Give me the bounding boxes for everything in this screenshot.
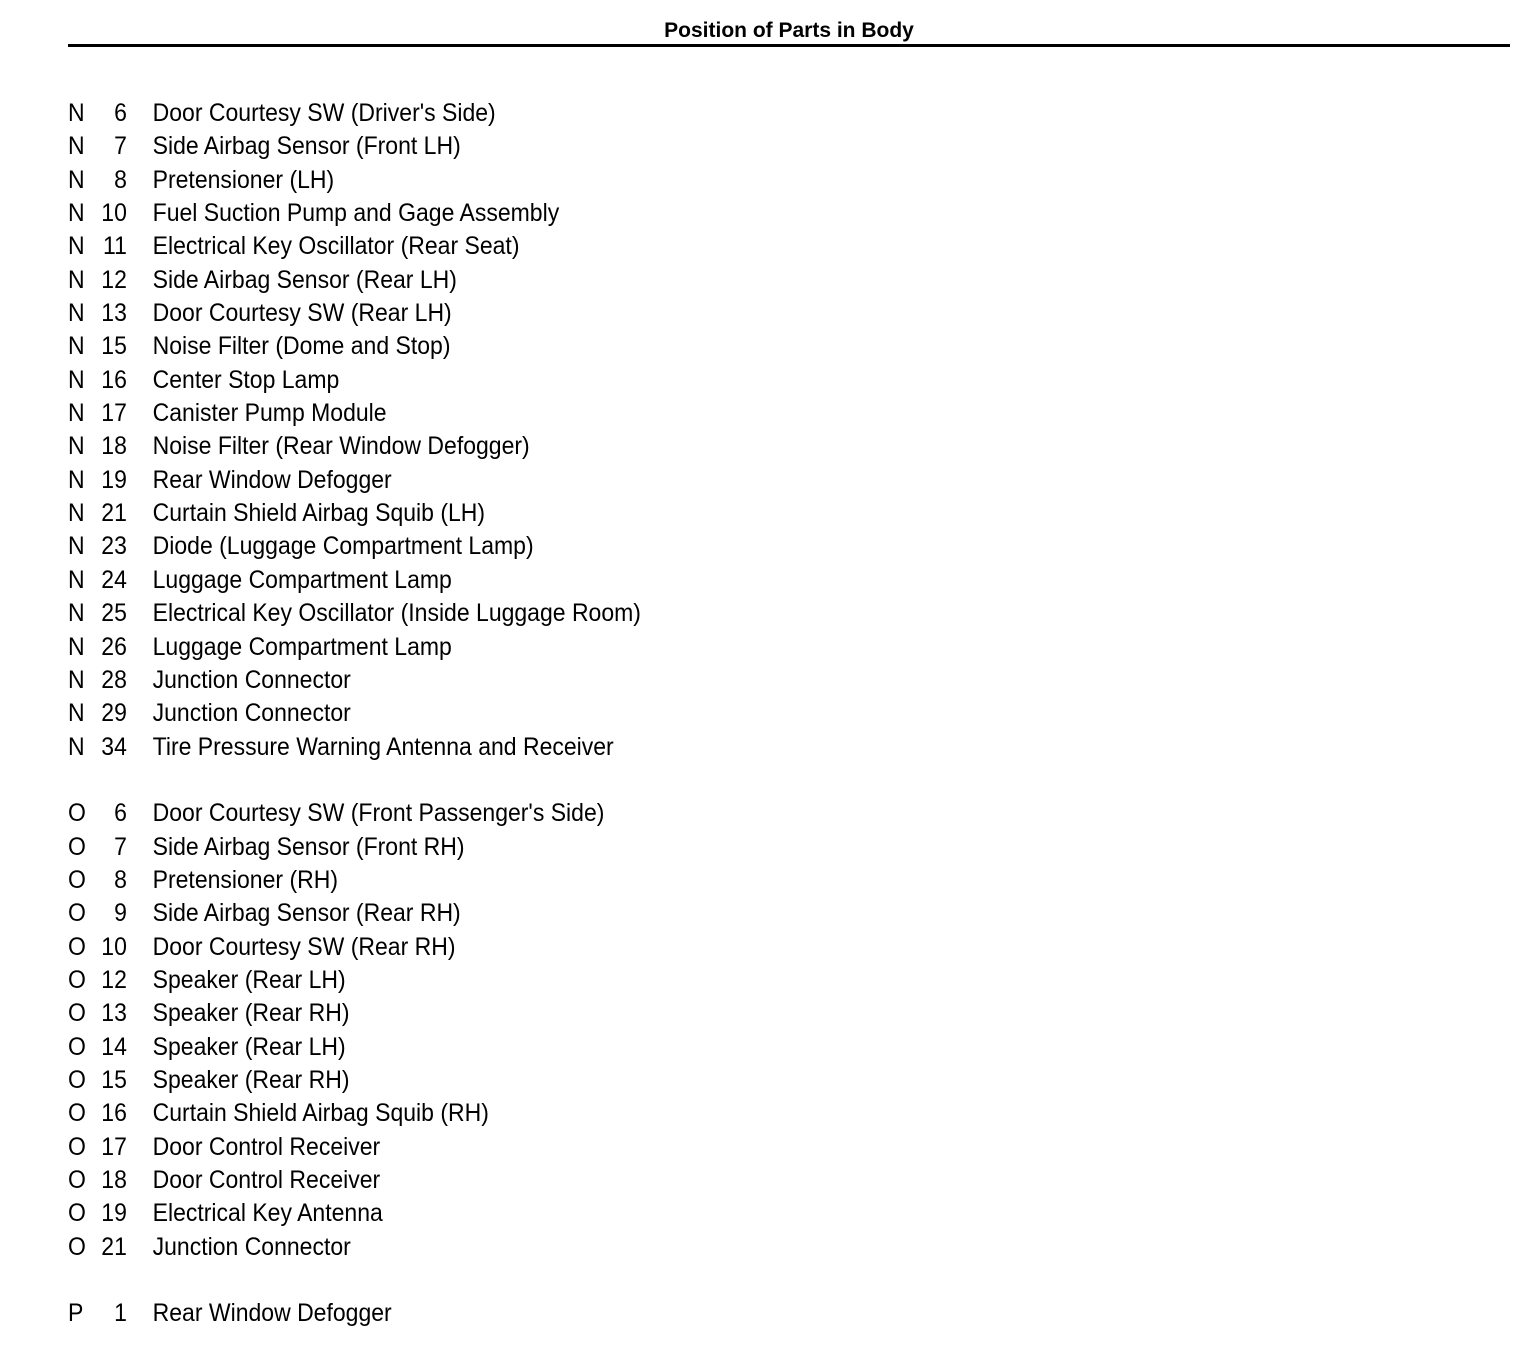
part-prefix: O xyxy=(68,1199,86,1228)
part-number: 9 xyxy=(114,899,127,928)
part-name: Curtain Shield Airbag Squib (LH) xyxy=(152,499,486,528)
part-number: 26 xyxy=(101,632,127,661)
part-name: Electrical Key Oscillator (Rear Seat) xyxy=(152,232,520,261)
part-name: Pretensioner (RH) xyxy=(152,865,338,894)
part-number: 18 xyxy=(101,1165,127,1194)
part-name: Door Courtesy SW (Front Passenger's Side) xyxy=(152,799,605,828)
parts-section xyxy=(68,797,1068,1264)
part-name: Speaker (Rear RH) xyxy=(152,1065,350,1094)
part-row xyxy=(68,1197,988,1230)
part-prefix: N xyxy=(68,399,85,428)
part-name: Rear Window Defogger xyxy=(152,465,392,494)
part-row xyxy=(68,731,988,764)
part-number: 11 xyxy=(103,232,127,261)
part-row xyxy=(68,164,988,197)
part-number: 1 xyxy=(114,1299,127,1328)
part-name: Noise Filter (Rear Window Defogger) xyxy=(152,432,530,461)
part-number: 13 xyxy=(101,999,127,1028)
part-prefix: N xyxy=(68,432,85,461)
part-name: Canister Pump Module xyxy=(152,399,387,428)
header-rule xyxy=(68,44,1510,47)
part-row xyxy=(68,564,988,597)
part-prefix: N xyxy=(68,299,85,328)
part-prefix: O xyxy=(68,1165,86,1194)
part-prefix: O xyxy=(68,899,86,928)
part-number: 14 xyxy=(101,1032,127,1061)
parts-section xyxy=(68,1297,1068,1330)
part-prefix: N xyxy=(68,632,85,661)
part-name: Door Courtesy SW (Rear RH) xyxy=(152,932,456,961)
part-prefix: O xyxy=(68,865,86,894)
part-prefix: N xyxy=(68,132,85,161)
part-name: Fuel Suction Pump and Gage Assembly xyxy=(152,199,560,228)
part-prefix: N xyxy=(68,499,85,528)
part-row xyxy=(68,631,988,664)
part-prefix: N xyxy=(68,665,85,694)
part-number: 6 xyxy=(114,799,127,828)
part-prefix: N xyxy=(68,365,85,394)
part-number: 16 xyxy=(101,365,127,394)
part-name: Side Airbag Sensor (Front LH) xyxy=(152,132,461,161)
part-row xyxy=(68,1164,988,1197)
part-name: Center Stop Lamp xyxy=(152,365,340,394)
part-prefix: O xyxy=(68,1132,86,1161)
parts-list xyxy=(68,97,1068,1364)
part-prefix: O xyxy=(68,1065,86,1094)
part-row xyxy=(68,1097,988,1130)
part-row xyxy=(68,664,988,697)
part-row xyxy=(68,230,988,263)
part-number: 17 xyxy=(101,399,127,428)
part-number: 8 xyxy=(114,865,127,894)
part-name: Door Courtesy SW (Driver's Side) xyxy=(152,99,496,127)
part-prefix: O xyxy=(68,1032,86,1061)
part-number: 10 xyxy=(101,932,127,961)
part-prefix: O xyxy=(68,965,86,994)
part-row xyxy=(68,330,988,363)
part-prefix: N xyxy=(68,465,85,494)
part-number: 21 xyxy=(101,1232,127,1261)
part-number: 13 xyxy=(101,299,127,328)
part-row xyxy=(68,364,988,397)
part-number: 8 xyxy=(114,165,127,194)
part-name: Electrical Key Antenna xyxy=(152,1199,383,1228)
part-row xyxy=(68,964,988,997)
part-row xyxy=(68,264,988,297)
part-name: Side Airbag Sensor (Rear LH) xyxy=(152,265,457,294)
part-name: Speaker (Rear LH) xyxy=(152,965,346,994)
part-prefix: N xyxy=(68,565,85,594)
part-row xyxy=(68,130,988,163)
part-prefix: O xyxy=(68,1099,86,1128)
part-number: 25 xyxy=(101,599,127,628)
part-row xyxy=(68,831,988,864)
part-prefix: N xyxy=(68,532,85,561)
part-name: Luggage Compartment Lamp xyxy=(152,632,452,661)
part-prefix: O xyxy=(68,832,86,861)
part-row xyxy=(68,430,988,463)
part-prefix: N xyxy=(68,732,85,761)
part-prefix: O xyxy=(68,999,86,1028)
part-name: Curtain Shield Airbag Squib (RH) xyxy=(152,1099,489,1128)
part-row xyxy=(68,530,988,563)
part-name: Speaker (Rear LH) xyxy=(152,1032,346,1061)
part-prefix: N xyxy=(68,232,85,261)
part-number: 21 xyxy=(101,499,127,528)
part-prefix: O xyxy=(68,932,86,961)
part-row xyxy=(68,797,988,830)
part-name: Junction Connector xyxy=(152,1232,351,1261)
part-name: Diode (Luggage Compartment Lamp) xyxy=(152,532,534,561)
part-prefix: O xyxy=(68,799,86,828)
part-number: 15 xyxy=(101,332,127,361)
part-number: 7 xyxy=(114,132,127,161)
part-prefix: O xyxy=(68,1232,86,1261)
part-number: 12 xyxy=(101,265,127,294)
part-number: 29 xyxy=(101,699,127,728)
part-number: 19 xyxy=(101,465,127,494)
part-row xyxy=(68,1297,988,1330)
part-prefix: N xyxy=(68,265,85,294)
part-number: 34 xyxy=(101,732,127,761)
part-number: 24 xyxy=(101,565,127,594)
part-name: Door Courtesy SW (Rear LH) xyxy=(152,299,452,328)
part-prefix: P xyxy=(68,1299,84,1328)
page-title: Position of Parts in Body xyxy=(664,19,914,42)
part-number: 12 xyxy=(101,965,127,994)
part-row xyxy=(68,1131,988,1164)
part-row xyxy=(68,1031,988,1064)
part-name: Tire Pressure Warning Antenna and Receiver xyxy=(152,732,614,761)
part-name: Junction Connector xyxy=(152,699,351,728)
part-prefix: N xyxy=(68,199,85,228)
part-number: 23 xyxy=(101,532,127,561)
part-prefix: N xyxy=(68,165,85,194)
part-number: 15 xyxy=(101,1065,127,1094)
part-name: Pretensioner (LH) xyxy=(152,165,335,194)
parts-section xyxy=(68,97,1068,764)
part-row xyxy=(68,597,988,630)
part-row xyxy=(68,897,988,930)
part-prefix: N xyxy=(68,599,85,628)
part-name: Junction Connector xyxy=(152,665,351,694)
part-prefix: N xyxy=(68,332,85,361)
part-prefix: N xyxy=(68,99,85,127)
part-name: Door Control Receiver xyxy=(152,1165,381,1194)
part-row xyxy=(68,864,988,897)
part-row xyxy=(68,931,988,964)
part-number: 7 xyxy=(114,832,127,861)
part-row xyxy=(68,497,988,530)
part-row xyxy=(68,97,988,130)
part-name: Speaker (Rear RH) xyxy=(152,999,350,1028)
part-row xyxy=(68,697,988,730)
part-number: 6 xyxy=(114,99,127,127)
part-row xyxy=(68,1064,988,1097)
part-name: Side Airbag Sensor (Front RH) xyxy=(152,832,465,861)
part-name: Electrical Key Oscillator (Inside Luggage Room) xyxy=(152,599,641,628)
part-number: 28 xyxy=(101,665,127,694)
part-name: Door Control Receiver xyxy=(152,1132,381,1161)
part-name: Luggage Compartment Lamp xyxy=(152,565,452,594)
part-number: 16 xyxy=(101,1099,127,1128)
part-row xyxy=(68,997,988,1030)
part-name: Noise Filter (Dome and Stop) xyxy=(152,332,451,361)
part-row xyxy=(68,1231,988,1264)
part-number: 10 xyxy=(101,199,127,228)
part-name: Rear Window Defogger xyxy=(152,1299,392,1328)
part-row xyxy=(68,397,988,430)
part-prefix: N xyxy=(68,699,85,728)
part-name: Side Airbag Sensor (Rear RH) xyxy=(152,899,461,928)
part-row xyxy=(68,297,988,330)
part-row xyxy=(68,197,988,230)
part-row xyxy=(68,464,988,497)
part-number: 17 xyxy=(101,1132,127,1161)
part-number: 19 xyxy=(101,1199,127,1228)
part-number: 18 xyxy=(101,432,127,461)
